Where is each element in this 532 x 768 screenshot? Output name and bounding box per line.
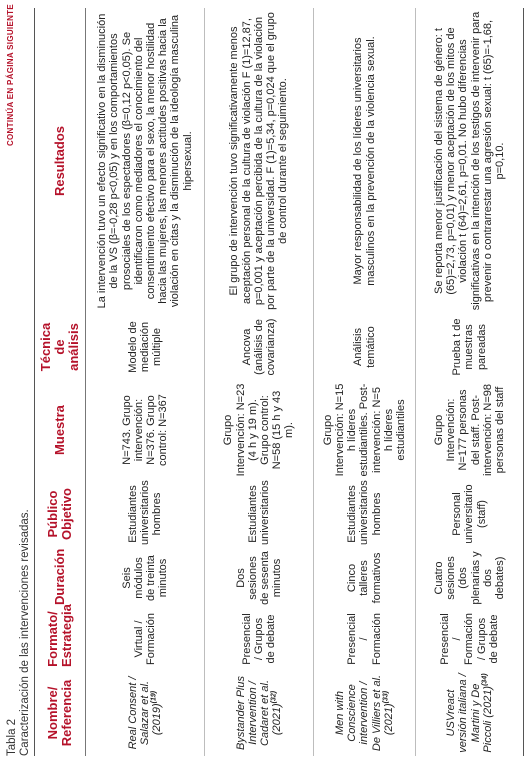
ref-citation: (19): [150, 690, 158, 704]
table-row: [314, 8, 416, 756]
cell-duracion: Seis módulos de treinta minutos: [86, 548, 205, 608]
cell-muestra: Grupo Intervención: N=15 h líderes estudiantiles. Post-intervención: N=5 h líderes estudiantiles: [314, 380, 416, 480]
ref-name: Real Consent /: [126, 676, 139, 750]
ref-name: Men with Conscience intervention /: [333, 681, 371, 745]
header-formato: Formato/ Estrategia: [35, 608, 86, 670]
table-row: [86, 8, 205, 756]
cell-resultados: La intervención tuvo un efecto significativo en la disminución de la VS (β=-0,28 p<0,05) y en los comportamientos prosociales de los espectadores (β=0,12 p<0,05). Se identificaron como mediadores el conocimiento del consentimiento efectivo para el sexo, la menor hostilidad hacia las mujeres, las menores actitudes positivas hacia la violación en citas y la disminución de la ideología masculina hipersexual.: [86, 8, 205, 314]
header-duracion: Duración: [35, 548, 86, 608]
cell-referencia: [314, 670, 416, 756]
cell-resultados: Mayor responsabilidad de los líderes universitarios masculinos en la prevención de la violencia sexual.: [314, 8, 416, 314]
ref-year: (2021): [481, 685, 494, 718]
continued-note: CONTINÚA EN PÁGINA SIGUIENTE: [6, 4, 15, 147]
cell-muestra: N=743. Grupo intervención: N=376. Grupo control: N=367: [86, 380, 205, 480]
cell-tecnica: Ancova (análisis de covarianza): [205, 314, 314, 380]
header-resultados: Resultados: [35, 8, 86, 314]
cell-duracion: Dos sesiones de sesenta minutos: [205, 548, 314, 608]
caption-title: Caracterización de las intervenciones revisadas.: [19, 509, 31, 756]
cell-publico: Estudiantes universitarios: [205, 480, 314, 548]
cell-duracion: Cinco talleres formativos: [314, 548, 416, 608]
cell-resultados: El grupo de intervención tuvo significativamente menos aceptación personal de la cultura de violación F (1)=12,87, p=0,001 y aceptación percibida de la cultura de la violación por parte de la universidad. F (1)=5,34, p=0,024 que el grupo de control durante el seguimiento.: [205, 8, 314, 314]
header-muestra: Muestra: [35, 380, 86, 480]
cell-formato: Presencial / Formación: [314, 608, 416, 670]
ref-citation: (34): [481, 673, 489, 686]
cell-tecnica: Modelo de mediación múltiple: [86, 314, 205, 380]
caption-label: Tabla 2: [6, 718, 18, 756]
ref-author: De Villiers et al.: [370, 674, 383, 752]
table-row: [416, 8, 524, 756]
ref-name: Bystander Plus Intervention /: [234, 676, 259, 750]
header-row: [35, 8, 86, 756]
ref-author: Salazar et al.: [138, 680, 151, 746]
cell-referencia: [416, 670, 524, 756]
ref-year: (2021): [382, 703, 395, 736]
cell-formato: Presencial / Grupos de debate: [205, 608, 314, 670]
header-tecnica: Técnica de análisis: [35, 314, 86, 380]
header-referencia: Nombre/ Referencia: [35, 670, 86, 756]
ref-citation: (32): [270, 690, 278, 704]
ref-author: Martini y De Piccoli: [469, 683, 494, 753]
cell-referencia: [205, 670, 314, 756]
cell-duracion: Cuatro sesiones (dos plenarias y dos debates): [416, 548, 524, 608]
cell-publico: Estudiantes universitarios hombres: [86, 480, 205, 548]
cell-tecnica: Prueba t de muestras pareadas: [416, 314, 524, 380]
cell-formato: Virtual / Formación: [86, 608, 205, 670]
cell-muestra: Grupo Intervención: N=23 (4 h y 19 m). Grupo control: N=58 (15 h y 43 m).: [205, 380, 314, 480]
ref-author: Cadaret et al.: [259, 679, 271, 747]
table-row: [205, 8, 314, 756]
ref-citation: (33): [382, 690, 390, 704]
interventions-table: [34, 8, 524, 756]
cell-publico: Personal universitario (staff): [416, 480, 524, 548]
ref-year: (2019): [151, 703, 164, 736]
cell-tecnica: Análisis temático: [314, 314, 416, 380]
cell-publico: Estudiantes universitarios hombres: [314, 480, 416, 548]
cell-formato: Presencial / Formación / Grupos de debate: [416, 608, 524, 670]
table-caption: [6, 509, 32, 756]
cell-resultados: Se reporta menor justificación del sistema de género: t (65)=2,73, p=0,01) y menor aceptación de los mitos de violación t (64)=2,61, p=0,01. No hubo diferencias significativas en la intención de los testigos de intervenir para prevenir o contrarrestar una agresión sexual: t (65)=-1,68, p=0,10.: [416, 8, 524, 314]
ref-year: (2021): [271, 703, 284, 736]
cell-referencia: [86, 670, 205, 756]
header-publico: Público Objetivo: [35, 480, 86, 548]
cell-muestra: Grupo Intervención: N=177 personas del staff. Post-intervención: N=98 personas del staff: [416, 380, 524, 480]
ref-name: USVreact versión italiana /: [445, 673, 470, 753]
